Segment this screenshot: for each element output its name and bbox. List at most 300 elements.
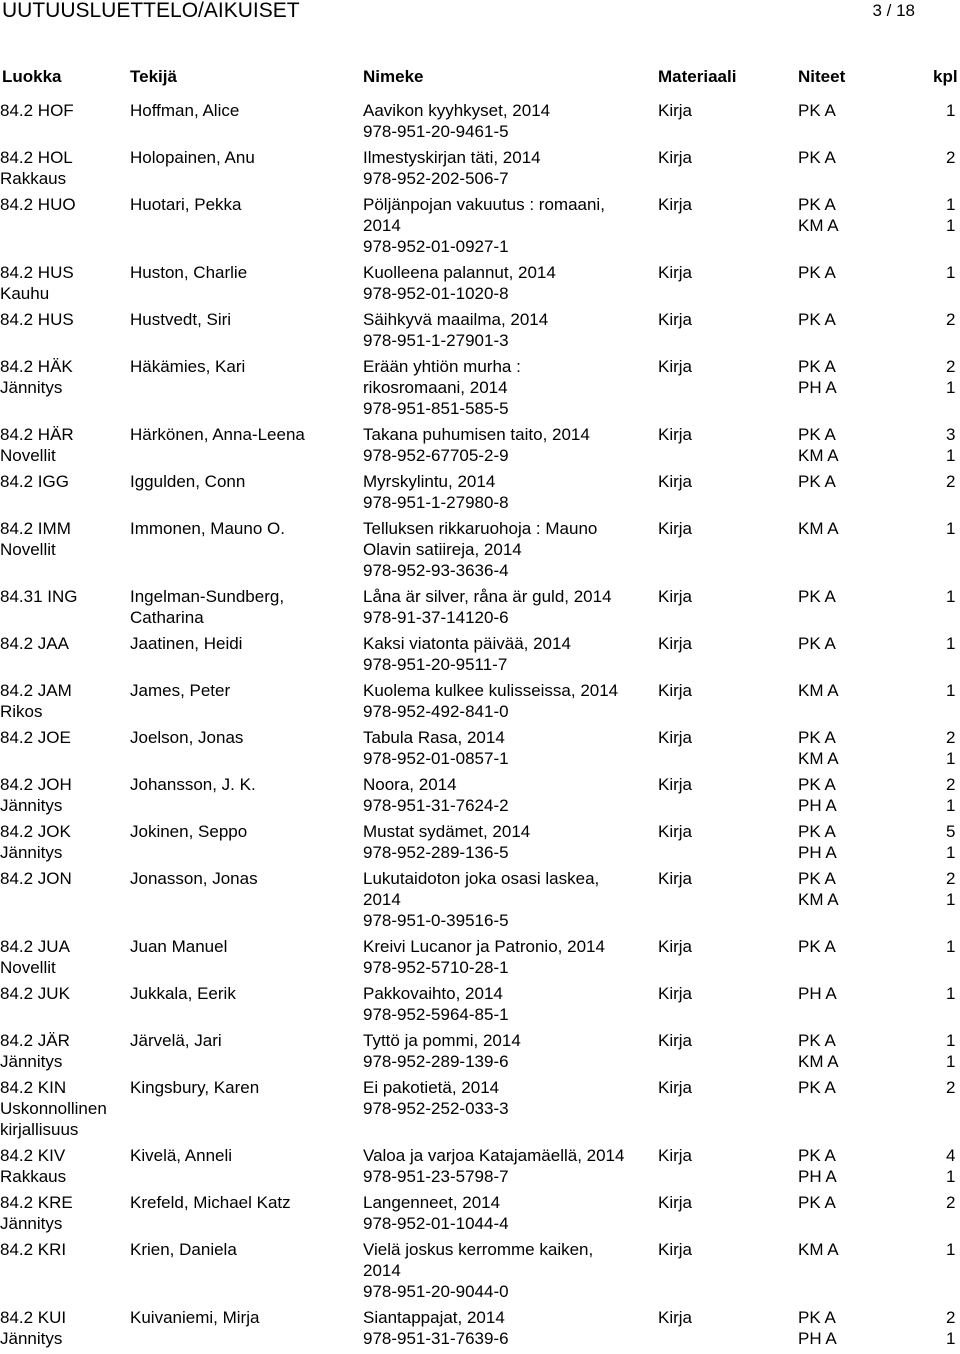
table-row (0, 100, 960, 147)
row-nimeke (363, 356, 521, 419)
row-materiaali (658, 586, 692, 607)
row-luokka (0, 471, 69, 492)
row-niteet-line: KM A (798, 1052, 839, 1071)
row-materiaali (658, 633, 692, 654)
row-tekija (130, 194, 242, 215)
row-materiaali (658, 100, 692, 121)
row-nimeke-line: Kreivi Lucanor ja Patronio, 2014 (363, 937, 605, 956)
table-row (0, 147, 960, 194)
row-nimeke-line: Tabula Rasa, 2014 (363, 728, 505, 747)
row-niteet-line: PH A (798, 796, 837, 815)
row-kpl (946, 471, 955, 492)
row-nimeke-line: Ilmestyskirjan täti, 2014 (363, 148, 541, 167)
row-luokka (0, 936, 70, 978)
row-niteet (798, 1307, 837, 1349)
row-niteet-line: KM A (798, 216, 839, 235)
row-kpl-line: 1 (946, 446, 956, 465)
row-materiaali-line: Kirja (658, 775, 693, 794)
row-kpl (946, 936, 955, 957)
row-nimeke-line: rikosromaani, 2014 (363, 378, 508, 397)
row-tekija (130, 309, 231, 330)
row-tekija (130, 518, 285, 539)
row-luokka-line: 84.2 JON (0, 869, 72, 888)
row-luokka (0, 868, 72, 889)
row-niteet (798, 936, 836, 957)
row-kpl-line: 4 (946, 1146, 956, 1165)
row-nimeke-line: 978-952-01-0927-1 (363, 237, 509, 256)
row-kpl-line: 1 (946, 984, 956, 1003)
row-nimeke (363, 1077, 509, 1119)
row-nimeke-line: Erään yhtiön murha : (363, 357, 521, 376)
row-luokka-line: 84.2 HUS (0, 310, 74, 329)
row-kpl (946, 424, 955, 466)
row-nimeke (363, 147, 541, 189)
row-materiaali-line: Kirja (658, 263, 693, 282)
row-nimeke-line: 978-951-31-7624-2 (363, 796, 509, 815)
row-kpl-line: 1 (946, 1329, 956, 1348)
row-niteet-line: KM A (798, 446, 839, 465)
table-row (0, 356, 960, 424)
row-nimeke-line: Langenneet, 2014 (363, 1193, 501, 1212)
row-niteet-line: PK A (798, 822, 836, 841)
row-luokka-line: 84.2 IMM (0, 519, 71, 538)
row-tekija-line: Häkämies, Kari (130, 357, 246, 376)
row-tekija-line: Iggulden, Conn (130, 472, 246, 491)
row-nimeke (363, 471, 509, 513)
row-materiaali-line: Kirja (658, 587, 693, 606)
row-kpl-line: 2 (946, 1308, 956, 1327)
row-nimeke (363, 680, 618, 722)
row-luokka-line: Jännitys (0, 1052, 63, 1071)
row-materiaali-line: Kirja (658, 1146, 693, 1165)
row-materiaali (658, 983, 692, 1004)
table-row (0, 1077, 960, 1145)
row-tekija-line: Jaatinen, Heidi (130, 634, 243, 653)
row-niteet-line: PK A (798, 728, 836, 747)
row-nimeke-line: 978-951-20-9044-0 (363, 1282, 509, 1301)
row-nimeke-line: Valoa ja varjoa Katajamäellä, 2014 (363, 1146, 625, 1165)
column-header-niteet: Niteet (798, 67, 846, 86)
table-row (0, 194, 960, 262)
row-luokka (0, 1239, 66, 1260)
row-niteet-line: PK A (798, 425, 836, 444)
row-materiaali (658, 868, 692, 889)
row-tekija-line: Krefeld, Michael Katz (130, 1193, 291, 1212)
row-materiaali (658, 680, 692, 701)
row-nimeke (363, 821, 530, 863)
row-nimeke-line: 978-951-1-27901-3 (363, 331, 509, 350)
row-kpl-line: 2 (946, 1193, 956, 1212)
row-niteet-line: PK A (798, 101, 836, 120)
row-kpl (946, 1077, 955, 1098)
row-nimeke-line: Noora, 2014 (363, 775, 457, 794)
table-row (0, 774, 960, 821)
row-niteet (798, 1239, 839, 1260)
row-niteet-line: KM A (798, 890, 839, 909)
row-materiaali-line: Kirja (658, 310, 693, 329)
row-nimeke (363, 1030, 521, 1072)
row-tekija-line: Catharina (130, 608, 204, 627)
row-niteet (798, 633, 836, 654)
row-materiaali-line: Kirja (658, 1240, 693, 1259)
row-nimeke-line: Pöljänpojan vakuutus : romaani, (363, 195, 605, 214)
row-materiaali (658, 1145, 692, 1166)
row-materiaali-line: Kirja (658, 357, 693, 376)
row-materiaali (658, 356, 692, 377)
row-kpl (946, 774, 955, 816)
row-materiaali (658, 1307, 692, 1328)
row-niteet-line: PH A (798, 984, 837, 1003)
table-row (0, 1192, 960, 1239)
table-row (0, 1145, 960, 1192)
table-row (0, 727, 960, 774)
row-luokka-line: Novellit (0, 540, 56, 559)
row-tekija (130, 774, 256, 795)
row-kpl-line: 1 (946, 681, 956, 700)
row-tekija (130, 471, 245, 492)
row-niteet-line: PH A (798, 1167, 837, 1186)
row-tekija (130, 983, 236, 1004)
row-nimeke (363, 868, 599, 931)
row-nimeke-line: 978-952-67705-2-9 (363, 446, 509, 465)
row-tekija-line: Holopainen, Anu (130, 148, 255, 167)
row-niteet-line: KM A (798, 519, 839, 538)
row-luokka-line: 84.2 KRI (0, 1240, 67, 1259)
row-luokka-line: 84.2 JÄR (0, 1031, 70, 1050)
row-niteet (798, 983, 837, 1004)
row-niteet (798, 1145, 837, 1187)
row-luokka (0, 262, 74, 304)
row-kpl-line: 1 (946, 378, 956, 397)
row-niteet (798, 518, 839, 539)
row-materiaali-line: Kirja (658, 728, 693, 747)
row-niteet-line: KM A (798, 681, 839, 700)
table-row (0, 424, 960, 471)
row-niteet (798, 356, 837, 398)
row-kpl-line: 1 (946, 796, 956, 815)
row-luokka (0, 100, 74, 121)
row-niteet-line: PH A (798, 843, 837, 862)
row-niteet (798, 424, 839, 466)
row-kpl (946, 1239, 955, 1260)
row-kpl (946, 868, 955, 910)
row-tekija (130, 262, 247, 283)
row-nimeke-line: 978-951-1-27980-8 (363, 493, 509, 512)
row-materiaali (658, 424, 692, 445)
row-kpl (946, 633, 955, 654)
row-tekija (130, 1030, 222, 1051)
row-tekija (130, 1192, 291, 1213)
row-luokka-line: Jännitys (0, 843, 63, 862)
page-number: 3 / 18 (872, 1, 915, 20)
row-tekija (130, 936, 227, 957)
row-luokka-line: Jännitys (0, 378, 63, 397)
row-materiaali-line: Kirja (658, 937, 693, 956)
row-materiaali (658, 471, 692, 492)
table-row (0, 1239, 960, 1307)
row-luokka-line: 84.2 KIN (0, 1078, 67, 1097)
row-materiaali-line: Kirja (658, 1193, 693, 1212)
row-nimeke (363, 1307, 509, 1349)
row-materiaali (658, 774, 692, 795)
row-luokka-line: 84.2 JOE (0, 728, 71, 747)
row-tekija (130, 147, 255, 168)
row-kpl-line: 2 (946, 775, 956, 794)
column-header-luokka: Luokka (2, 67, 62, 86)
row-niteet (798, 586, 836, 607)
row-nimeke-line: 978-952-289-136-5 (363, 843, 509, 862)
table-row (0, 680, 960, 727)
row-luokka (0, 821, 71, 863)
row-nimeke-line: Låna är silver, råna är guld, 2014 (363, 587, 612, 606)
row-niteet (798, 471, 836, 492)
row-tekija-line: Kingsbury, Karen (130, 1078, 260, 1097)
row-kpl (946, 518, 955, 539)
table-row (0, 518, 960, 586)
table-row (0, 936, 960, 983)
column-header-row (0, 66, 960, 88)
row-niteet-line: PK A (798, 1308, 836, 1327)
row-tekija-line: Krien, Daniela (130, 1240, 237, 1259)
row-materiaali-line: Kirja (658, 101, 693, 120)
row-luokka-line: 84.2 JUK (0, 984, 70, 1003)
row-luokka (0, 680, 72, 722)
row-tekija (130, 680, 230, 701)
row-materiaali (658, 1077, 692, 1098)
row-kpl-line: 1 (946, 216, 956, 235)
row-tekija-line: Jukkala, Eerik (130, 984, 236, 1003)
row-niteet-line: PK A (798, 310, 836, 329)
row-kpl (946, 821, 955, 863)
row-kpl-line: 3 (946, 425, 956, 444)
row-materiaali (658, 1239, 692, 1260)
row-nimeke-line: 978-952-202-506-7 (363, 169, 509, 188)
row-luokka-line: 84.2 HÄK (0, 357, 73, 376)
row-kpl-line: 1 (946, 1052, 956, 1071)
row-nimeke-line: 978-952-01-1044-4 (363, 1214, 509, 1233)
row-luokka (0, 424, 74, 466)
row-luokka-line: Kauhu (0, 284, 50, 303)
row-luokka-line: kirjallisuus (0, 1120, 79, 1139)
page-header (0, 0, 960, 24)
row-nimeke (363, 194, 605, 257)
row-niteet (798, 1192, 836, 1213)
row-nimeke-line: 978-951-31-7639-6 (363, 1329, 509, 1348)
row-kpl-line: 1 (946, 937, 956, 956)
row-nimeke (363, 100, 550, 142)
row-nimeke-line: Vielä joskus kerromme kaiken, (363, 1240, 594, 1259)
row-luokka-line: 84.2 KUI (0, 1308, 67, 1327)
row-tekija (130, 1145, 232, 1166)
row-kpl (946, 309, 955, 330)
row-nimeke-line: Pakkovaihto, 2014 (363, 984, 503, 1003)
row-luokka-line: 84.2 KRE (0, 1193, 73, 1212)
row-niteet-line: PK A (798, 1146, 836, 1165)
row-materiaali-line: Kirja (658, 869, 693, 888)
row-niteet-line: PK A (798, 634, 836, 653)
row-nimeke-line: Mustat sydämet, 2014 (363, 822, 531, 841)
row-tekija-line: Huotari, Pekka (130, 195, 242, 214)
row-kpl-line: 1 (946, 843, 956, 862)
row-nimeke-line: 978-952-492-841-0 (363, 702, 509, 721)
row-nimeke-line: Ei pakotietä, 2014 (363, 1078, 500, 1097)
row-nimeke (363, 1239, 593, 1302)
row-nimeke (363, 1192, 509, 1234)
row-nimeke (363, 633, 571, 675)
row-niteet-line: PK A (798, 195, 836, 214)
row-nimeke-line: 978-951-23-5798-7 (363, 1167, 509, 1186)
row-nimeke (363, 727, 509, 769)
row-kpl-line: 2 (946, 869, 956, 888)
row-luokka (0, 309, 74, 330)
row-nimeke-line: Tyttö ja pommi, 2014 (363, 1031, 521, 1050)
row-materiaali (658, 309, 692, 330)
row-tekija (130, 1239, 237, 1260)
row-tekija-line: Immonen, Mauno O. (130, 519, 285, 538)
row-kpl (946, 1192, 955, 1213)
table-row (0, 868, 960, 936)
row-tekija (130, 727, 243, 748)
row-materiaali (658, 1192, 692, 1213)
row-niteet-line: PH A (798, 378, 837, 397)
row-luokka (0, 727, 71, 748)
row-kpl (946, 680, 955, 701)
row-luokka-line: 84.2 HUS (0, 263, 74, 282)
row-tekija (130, 1077, 259, 1098)
row-niteet (798, 774, 837, 816)
table-row (0, 1030, 960, 1077)
row-tekija-line: Kuivaniemi, Mirja (130, 1308, 260, 1327)
row-kpl-line: 1 (946, 890, 956, 909)
row-kpl-line: 1 (946, 101, 956, 120)
row-luokka-line: Jännitys (0, 796, 63, 815)
row-kpl-line: 1 (946, 587, 956, 606)
row-materiaali-line: Kirja (658, 519, 693, 538)
row-tekija-line: Kivelä, Anneli (130, 1146, 233, 1165)
table-row (0, 471, 960, 518)
row-materiaali (658, 147, 692, 168)
row-materiaali-line: Kirja (658, 634, 693, 653)
row-kpl-line: 2 (946, 357, 956, 376)
row-niteet-line: KM A (798, 1240, 839, 1259)
row-luokka-line: 84.2 HUO (0, 195, 76, 214)
row-nimeke-line: 978-951-851-585-5 (363, 399, 509, 418)
row-tekija-line: Huston, Charlie (130, 263, 248, 282)
row-niteet-line: PK A (798, 263, 836, 282)
row-tekija-line: Järvelä, Jari (130, 1031, 222, 1050)
row-kpl (946, 262, 955, 283)
row-luokka-line: 84.2 IGG (0, 472, 69, 491)
row-nimeke-line: Säihkyvä maailma, 2014 (363, 310, 549, 329)
row-luokka-line: 84.2 JOK (0, 822, 71, 841)
row-nimeke (363, 424, 590, 466)
row-materiaali (658, 936, 692, 957)
row-nimeke (363, 309, 548, 351)
row-nimeke-line: Takana puhumisen taito, 2014 (363, 425, 590, 444)
row-tekija-line: Juan Manuel (130, 937, 228, 956)
row-nimeke-line: Kuolleena palannut, 2014 (363, 263, 556, 282)
row-nimeke-line: 978-952-5710-28-1 (363, 958, 509, 977)
row-niteet-line: PK A (798, 587, 836, 606)
row-nimeke (363, 518, 597, 581)
row-luokka-line: Novellit (0, 958, 56, 977)
row-luokka-line: 84.2 JOH (0, 775, 72, 794)
row-tekija (130, 1307, 259, 1328)
row-materiaali-line: Kirja (658, 984, 693, 1003)
row-niteet (798, 194, 839, 236)
row-niteet-line: PK A (798, 1078, 836, 1097)
row-nimeke-line: 2014 (363, 1261, 401, 1280)
row-luokka (0, 1192, 73, 1234)
row-nimeke-line: 978-91-37-14120-6 (363, 608, 509, 627)
row-materiaali (658, 1030, 692, 1051)
row-niteet (798, 680, 839, 701)
row-niteet (798, 868, 839, 910)
row-materiaali (658, 194, 692, 215)
row-nimeke-line: Kuolema kulkee kulisseissa, 2014 (363, 681, 619, 700)
row-nimeke-line: Siantappajat, 2014 (363, 1308, 505, 1327)
catalog-list (0, 100, 960, 1354)
row-nimeke-line: 978-952-01-0857-1 (363, 749, 509, 768)
row-luokka-line: 84.2 JAM (0, 681, 72, 700)
row-nimeke-line: 978-951-20-9511-7 (363, 655, 508, 674)
row-nimeke (363, 586, 612, 628)
row-nimeke-line: 978-952-5964-85-1 (363, 1005, 509, 1024)
row-luokka (0, 1307, 66, 1349)
row-tekija-line: Hoffman, Alice (130, 101, 240, 120)
row-nimeke-line: Aavikon kyyhkyset, 2014 (363, 101, 551, 120)
table-row (0, 983, 960, 1030)
row-materiaali (658, 262, 692, 283)
column-header-tekija: Tekijä (130, 67, 177, 86)
row-nimeke-line: 978-952-289-139-6 (363, 1052, 509, 1071)
row-kpl-line: 2 (946, 148, 956, 167)
row-kpl-line: 1 (946, 1167, 956, 1186)
row-materiaali (658, 727, 692, 748)
row-nimeke-line: 978-952-252-033-3 (363, 1099, 509, 1118)
row-luokka (0, 1030, 70, 1072)
row-tekija (130, 424, 305, 445)
table-row (0, 309, 960, 356)
row-kpl-line: 1 (946, 519, 956, 538)
row-niteet-line: PH A (798, 1329, 837, 1348)
row-kpl (946, 1307, 955, 1349)
row-niteet-line: PK A (798, 869, 836, 888)
row-tekija (130, 868, 258, 889)
row-kpl-line: 1 (946, 749, 956, 768)
row-kpl (946, 194, 955, 236)
row-materiaali-line: Kirja (658, 1078, 693, 1097)
row-luokka (0, 633, 69, 654)
row-nimeke (363, 262, 556, 304)
row-luokka-line: Rikos (0, 702, 43, 721)
row-kpl-line: 1 (946, 195, 956, 214)
row-nimeke (363, 983, 509, 1025)
row-kpl (946, 147, 955, 168)
row-tekija-line: Jokinen, Seppo (130, 822, 248, 841)
row-kpl-line: 5 (946, 822, 956, 841)
row-niteet (798, 262, 836, 283)
row-nimeke-line: 2014 (363, 216, 401, 235)
row-luokka-line: Jännitys (0, 1214, 63, 1233)
row-nimeke (363, 774, 509, 816)
row-tekija (130, 586, 284, 628)
row-kpl (946, 727, 955, 769)
row-luokka (0, 1077, 107, 1140)
row-niteet-line: PK A (798, 357, 836, 376)
table-row (0, 821, 960, 868)
row-kpl-line: 1 (946, 1240, 956, 1259)
